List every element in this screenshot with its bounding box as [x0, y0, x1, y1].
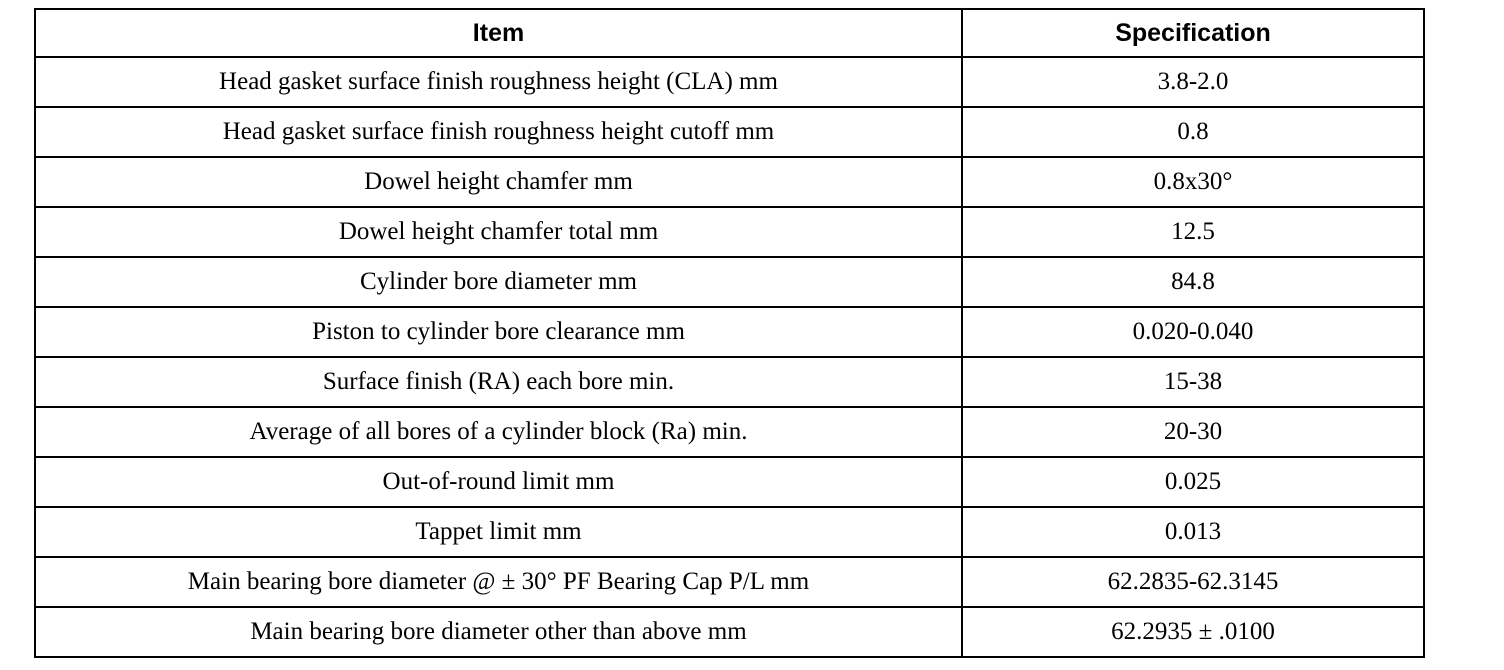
- table-row: [35, 307, 1424, 357]
- specification-cell: 0.8x30°: [962, 157, 1424, 207]
- item-cell: Dowel height chamfer mm: [35, 157, 962, 207]
- item-cell: Main bearing bore diameter @ ± 30° PF Bearing Cap P/L mm: [35, 557, 962, 607]
- specification-cell: 20-30: [962, 407, 1424, 457]
- specification-cell: 84.8: [962, 257, 1424, 307]
- item-cell: Surface finish (RA) each bore min.: [35, 357, 962, 407]
- header-row: [35, 9, 1424, 57]
- specification-cell: 0.025: [962, 457, 1424, 507]
- specification-cell: 15-38: [962, 357, 1424, 407]
- specification-cell: 12.5: [962, 207, 1424, 257]
- item-cell: Tappet limit mm: [35, 507, 962, 557]
- column-header-item: Item: [35, 9, 962, 57]
- specification-cell: 62.2835-62.3145: [962, 557, 1424, 607]
- specification-cell: 3.8-2.0: [962, 57, 1424, 107]
- table-header: [35, 9, 1424, 57]
- item-cell: Out-of-round limit mm: [35, 457, 962, 507]
- table-row: [35, 207, 1424, 257]
- item-cell: Main bearing bore diameter other than above mm: [35, 607, 962, 657]
- table-row: [35, 107, 1424, 157]
- table-row: [35, 557, 1424, 607]
- item-cell: Piston to cylinder bore clearance mm: [35, 307, 962, 357]
- specification-cell: 0.013: [962, 507, 1424, 557]
- column-header-specification: Specification: [962, 9, 1424, 57]
- table-body: [35, 57, 1424, 657]
- item-cell: Dowel height chamfer total mm: [35, 207, 962, 257]
- table-row: [35, 407, 1424, 457]
- item-cell: Average of all bores of a cylinder block (Ra) min.: [35, 407, 962, 457]
- specification-cell: 62.2935 ± .0100: [962, 607, 1424, 657]
- table-row: [35, 57, 1424, 107]
- item-cell: Cylinder bore diameter mm: [35, 257, 962, 307]
- item-cell: Head gasket surface finish roughness height cutoff mm: [35, 107, 962, 157]
- specification-cell: 0.8: [962, 107, 1424, 157]
- specification-cell: 0.020-0.040: [962, 307, 1424, 357]
- table-row: [35, 357, 1424, 407]
- table-row: [35, 607, 1424, 657]
- specification-table: [34, 8, 1425, 658]
- table-row: [35, 457, 1424, 507]
- item-cell: Head gasket surface finish roughness height (CLA) mm: [35, 57, 962, 107]
- table-row: [35, 157, 1424, 207]
- table-row: [35, 507, 1424, 557]
- table-row: [35, 257, 1424, 307]
